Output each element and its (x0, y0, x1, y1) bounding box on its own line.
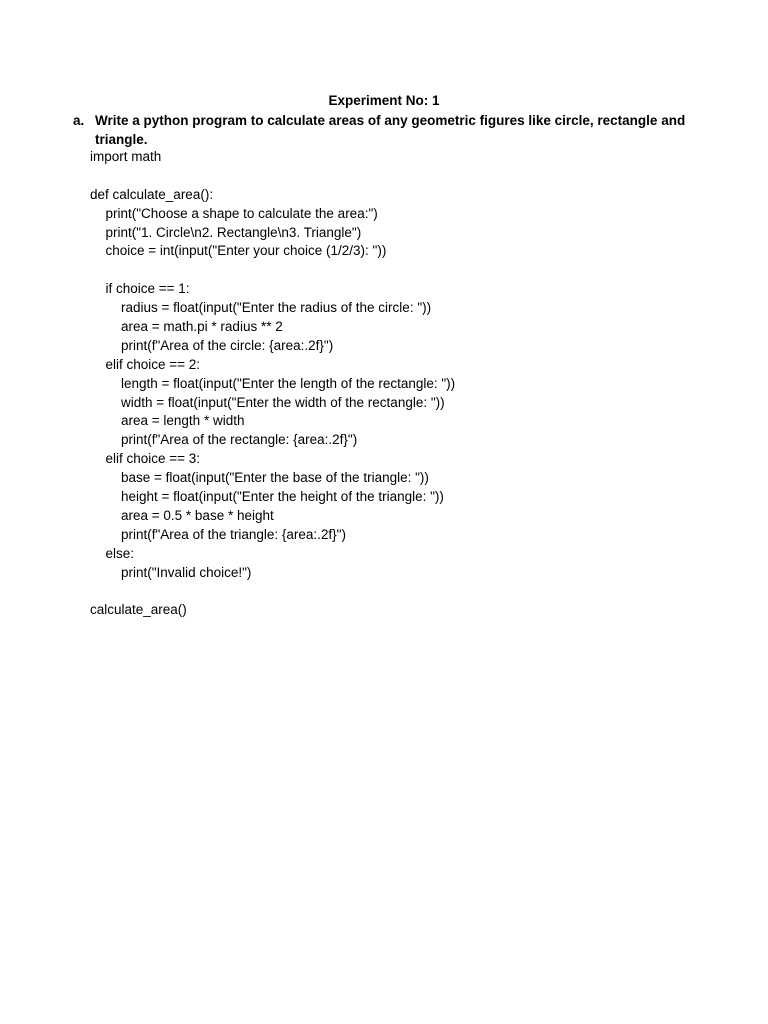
code-line: print(f"Area of the triangle: {area:.2f}") (121, 526, 346, 542)
code-line: print(f"Area of the rectangle: {area:.2f}") (121, 432, 358, 448)
code-line: area = math.pi * radius ** 2 (121, 319, 283, 335)
code-line: import math (90, 149, 162, 164)
blank-line (90, 167, 730, 186)
task-text: Write a python program to calculate areas of any geometric figures like circle, rectangle and triangle. (95, 113, 686, 147)
code-line: print("1. Circle\n2. Rectangle\n3. Triangle") (105, 224, 362, 240)
code-line: height = float(input("Enter the height of the triangle: ")) (121, 489, 444, 505)
page-title: Experiment No: 1 (328, 93, 440, 108)
code-line: choice = int(input("Enter your choice (1/2/3): ")) (105, 243, 387, 259)
code-line: elif choice == 3: (105, 451, 201, 467)
code-line: print("Choose a shape to calculate the area:") (105, 205, 378, 221)
code-line: if choice == 1: (105, 281, 190, 297)
blank-line (90, 582, 730, 601)
code-line: width = float(input("Enter the width of the rectangle: ")) (121, 394, 445, 410)
task-marker: a. (73, 113, 85, 128)
code-line: def calculate_area(): (90, 186, 214, 202)
code-block (90, 148, 730, 620)
code-line: print(f"Area of the circle: {area:.2f}") (121, 337, 334, 353)
code-line: base = float(input("Enter the base of the triangle: ")) (121, 470, 429, 486)
code-line: radius = float(input("Enter the radius of the circle: ")) (121, 300, 432, 316)
code-line: else: (105, 545, 135, 561)
blank-line (90, 261, 730, 280)
code-line: area = length * width (121, 413, 245, 429)
code-line: elif choice == 2: (105, 356, 201, 372)
code-line: area = 0.5 * base * height (121, 507, 274, 523)
code-line: print("Invalid choice!") (121, 564, 252, 580)
code-line: calculate_area() (90, 602, 187, 618)
code-line: length = float(input("Enter the length of the rectangle: ")) (121, 375, 456, 391)
